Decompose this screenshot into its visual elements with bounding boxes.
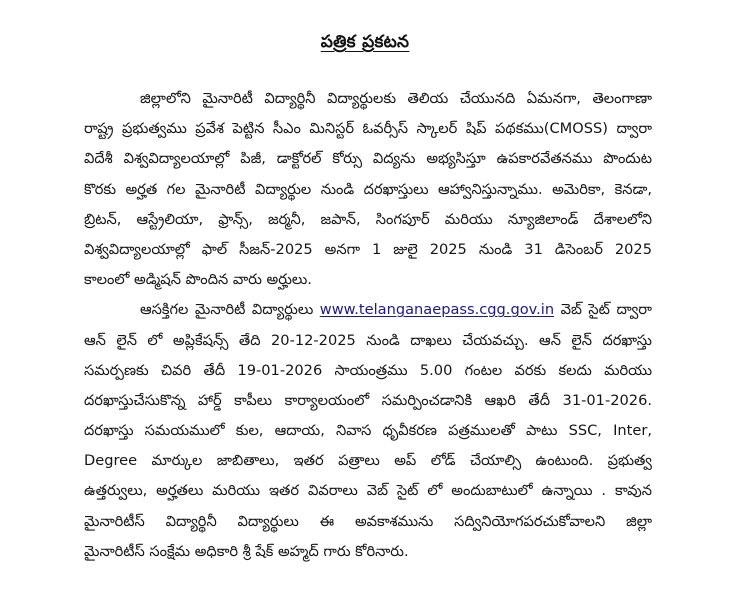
body-line-7: కాలంలో అడ్మిషన్ పొందిన వారు అర్హులు.	[84, 271, 312, 289]
body-line-5: బ్రిటన్, ఆస్ట్రేలియా, ఫ్రాన్స్, జర్మనీ, జపాన్, సింగపూర్ మరియు న్యూజిలాండ్ దేశాలలోని	[84, 210, 652, 228]
website-intro-text: ఆసక్తిగల మైనారిటీ విద్యార్థులు	[140, 301, 314, 319]
body-line-4: కొరకు అర్హత గల మైనారిటీ విద్యార్థుల నుండి దరఖాస్తులు ఆహ్వానిస్తున్నాము. అమెరికా, కెనడా,	[84, 180, 652, 198]
press-release-body	[84, 84, 652, 567]
body-line-8	[84, 295, 652, 325]
body-line-11: దరఖాస్తుచేసుకొన్న హార్డ్ కాపీలు కార్యాలయంలో సమర్పించడానికి ఆఖరి తేదీ 31-01-2026.	[84, 391, 652, 409]
body-line-1: జిల్లాలోని మైనారిటీ విద్యార్థినీ విద్యార్థులకు తెలియ చేయునది ఏమనగా, తెలంగాణా	[140, 90, 652, 107]
document-title: పత్రిక ప్రకటన	[320, 32, 410, 52]
body-line-13: Degree మార్కుల జాబితాలు, ఇతర పత్రాలు అప్ లోడ్ చేయాల్సి ఉంటుంది. ప్రభుత్వ	[84, 452, 652, 470]
body-line-10: సమర్పణకు చివరి తేదీ 19-01-2026 సాయంత్రము 5.00 గంటల వరకు కలదు మరియు	[84, 361, 652, 379]
website-link[interactable]: www.telanganaepass.cgg.gov.in	[319, 301, 555, 319]
body-line-16: మైనారిటీస్ సంక్షేమ అధికారి శ్రీ షేక్ అహ్మద్ గారు కోరినారు.	[84, 542, 409, 560]
body-line-12: దరఖాస్తు సమయములో కుల, ఆదాయ, నివాస ధృవీకరణ పత్రములతో పాటు SSC, Inter,	[84, 422, 652, 440]
website-suffix-text: వెబ్ సైట్ ద్వారా	[560, 301, 652, 319]
body-line-3: విదేశీ విశ్వవిద్యాలయాల్లో పిజీ, డాక్టోరల్ కోర్సు విద్యను అభ్యసిస్తూ ఉపకారవేతనము పొందుట	[84, 150, 652, 168]
body-line-2: రాష్ట్ర ప్రభుత్వము ప్రవేశ పెట్టిన సీఎం మినిస్టర్ ఓవర్సీస్ స్కాలర్ షిప్ పథకము(CMOSS) ద్వారా	[84, 120, 652, 138]
body-line-6: విశ్వవిద్యాలయాల్లో ఫాల్ సీజన్-2025 అనగా 1 జులై 2025 నుండి 31 డిసెంబర్ 2025	[84, 240, 652, 258]
body-line-14: ఉత్తర్వులు, అర్హతలు మరియు ఇతర వివరాలు వెబ్ సైట్ లో అందుబాటులో ఉన్నాయి . కావున	[84, 482, 652, 500]
body-line-15: మైనారిటీస్ విద్యార్థినీ విద్యార్థులు ఈ అవకాశమును సద్వినియోగపరచుకోవాలని జిల్లా	[84, 512, 652, 530]
body-line-9: ఆన్ లైన్ లో అప్లికేషన్స్ తేది 20-12-2025 నుండి దాఖలు చేయవచ్చు. ఆన్ లైన్ దరఖాస్తు	[84, 331, 652, 349]
title-container	[0, 32, 730, 56]
